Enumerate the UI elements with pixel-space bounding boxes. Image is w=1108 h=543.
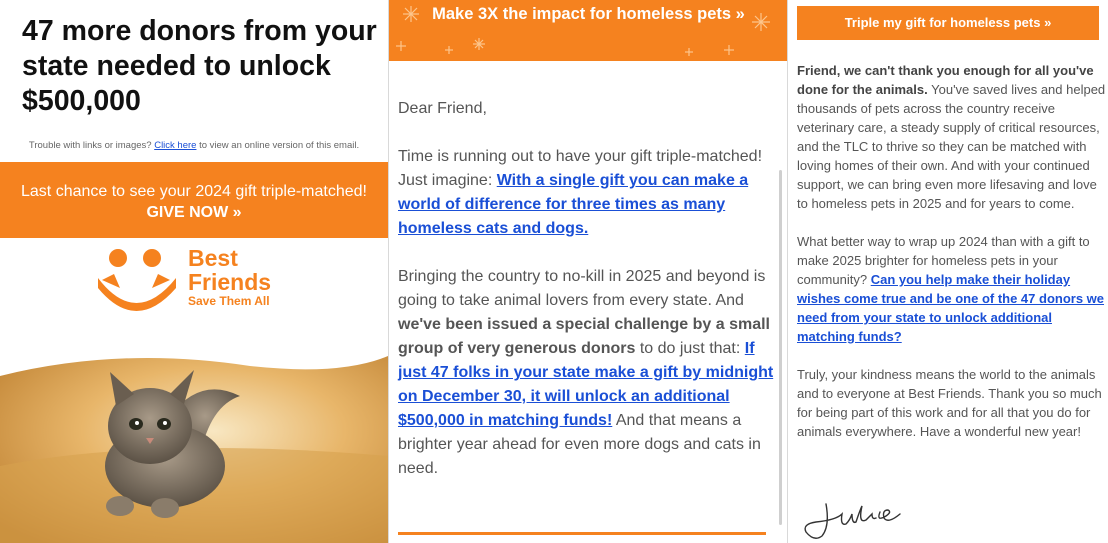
email-panel-1 <box>0 0 388 543</box>
best-friends-logo <box>96 246 306 316</box>
thanks-text: You've saved lives and helped thousands of pets across the country receive veterinary care, a steady supply of critical resources, and the TLC to thrive so they can be matched with loving homes of their own. And with your continued support, we can bring even more lifesaving and love to homeless pets in 2025 and for years to come. <box>797 82 1106 211</box>
email-panel-3 <box>787 0 1108 543</box>
logo-line2: Friends <box>188 269 272 295</box>
view-online-link[interactable]: Click here <box>154 140 197 151</box>
holiday-wishes-link[interactable]: Can you help make their holiday wishes come true and be one of the 47 donors we need from your state to unlock additional matching funds? <box>797 272 1105 344</box>
para2-text-c: And that means a brighter year ahead for even more dogs and cats in need. <box>398 412 761 477</box>
logo-wordmark <box>188 246 271 308</box>
paragraph-2 <box>398 265 780 481</box>
smiley-paw-icon <box>96 248 182 314</box>
matching-funds-link[interactable]: If just 47 folks in your state make a gift by midnight on December 30, it will unlock an additional $500,000 in matching funds! <box>398 340 774 429</box>
email-headline: 47 more donors from your state needed to unlock $500,000 <box>22 15 377 117</box>
give-now-banner[interactable] <box>0 162 388 238</box>
kitten-photo <box>0 316 388 543</box>
wrap-up-text: What better way to wrap up 2024 than with a gift to make 2025 brighter for homeless pets in your community? <box>797 234 1090 287</box>
para2-bold: we've been issued a special challenge by a small group of very generous donors <box>398 316 770 357</box>
impact-header-banner[interactable] <box>389 0 787 61</box>
trouble-suffix: to view an online version of this email. <box>199 140 360 151</box>
trouble-notice <box>0 140 388 151</box>
letter-body-continued <box>797 61 1107 460</box>
logo-tagline: Save Them All <box>188 294 270 308</box>
paragraph-wrap-up <box>797 232 1107 346</box>
thanks-bold: Friend, we can't thank you enough for all you've done for the animals. <box>797 63 1094 97</box>
give-now-cta[interactable]: GIVE NOW » <box>146 204 242 221</box>
impact-header-text[interactable]: Make 3X the impact for homeless pets » <box>432 5 745 23</box>
trouble-prefix: Trouble with links or images? <box>28 140 152 151</box>
paragraph-closing: Truly, your kindness means the world to the animals and to everyone at Best Friends. Thank you so much for being part of this work and for all that you do for animals everywhere. Have a wonderful new year! <box>797 367 1102 439</box>
single-gift-link[interactable]: With a single gift you can make a world of difference for three times as many homeless cats and dogs. <box>398 172 749 237</box>
banner-text: Last chance to see your 2024 gift triple-matched! <box>21 183 367 200</box>
logo-line1: Best <box>188 245 238 271</box>
letter-body <box>398 97 780 505</box>
greeting: Dear Friend, <box>398 100 487 117</box>
scrollbar-thumb[interactable] <box>779 170 782 525</box>
para2-text-a: Bringing the country to no-kill in 2025 and beyond is going to take animal lovers from every state. And <box>398 268 766 309</box>
para2-text-b: to do just that: <box>639 340 741 357</box>
paragraph-1 <box>398 145 780 241</box>
signature-image <box>796 496 906 542</box>
email-panel-2 <box>388 0 787 543</box>
paragraph-thanks <box>797 61 1107 213</box>
orange-divider <box>398 532 766 535</box>
triple-gift-button[interactable]: Triple my gift for homeless pets » <box>797 6 1099 40</box>
para1-text: Time is running out to have your gift triple-matched! Just imagine: <box>398 148 763 189</box>
